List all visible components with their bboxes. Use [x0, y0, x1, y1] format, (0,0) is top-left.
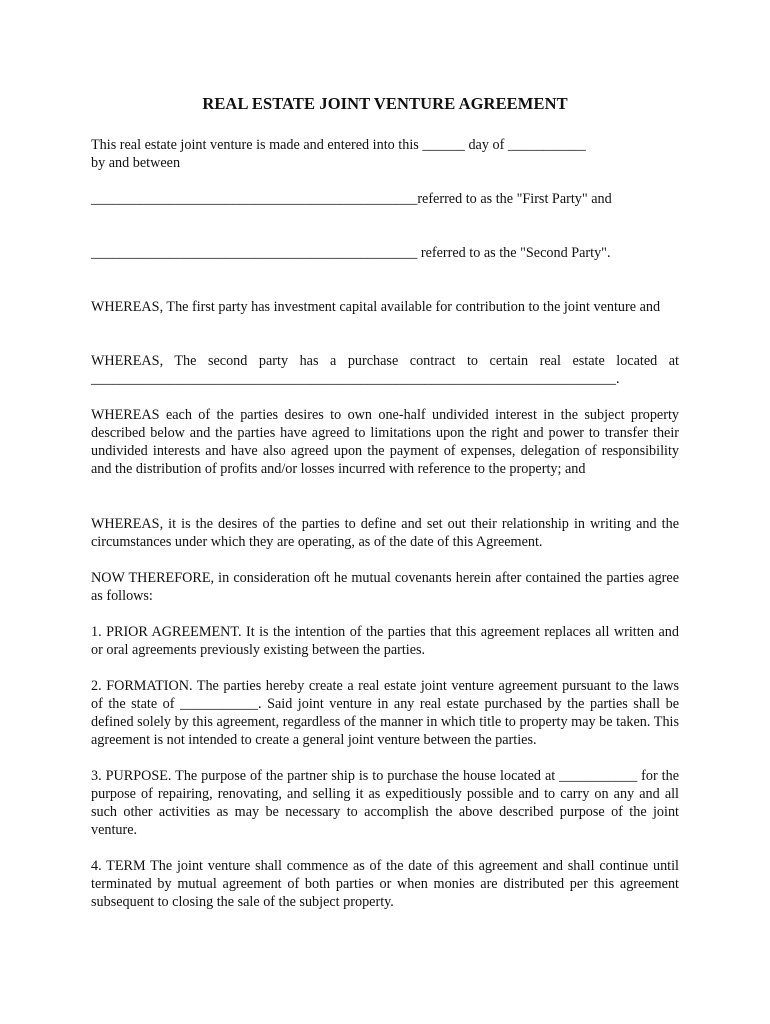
whereas-paragraph-1: WHEREAS, The first party has investment capital available for contribution to the joint venture and — [91, 299, 661, 315]
second-party-line: ______________________________________________ referred to as the "Second Party". — [91, 245, 611, 261]
section-2-formation: 2. FORMATION. The parties hereby create a real estate joint venture agreement pursuant to the laws of the state of ___________. Said joint venture in any real estate purchased by the parties shall be defined solely by this agreement, regardless of the manner in which title to property may be taken. This agreement is not intended to create a general joint venture between the parties. — [91, 678, 679, 748]
document-title: REAL ESTATE JOINT VENTURE AGREEMENT — [202, 94, 568, 113]
section-1-prior-agreement: 1. PRIOR AGREEMENT. It is the intention of the parties that this agreement replaces all written and or oral agreements previously existing between the parties. — [91, 624, 679, 658]
whereas-paragraph-2: WHEREAS, The second party has a purchase contract to certain real estate located at __________________________________________________________________________. — [91, 353, 679, 387]
intro-line-2: by and between — [91, 155, 181, 171]
section-4-term: 4. TERM The joint venture shall commence as of the date of this agreement and shall continue until terminated by mutual agreement of both parties or when monies are distributed per this agreement subsequent to closing the sale of the subject property. — [91, 858, 679, 910]
first-party-line: ______________________________________________referred to as the "First Party" and — [91, 191, 612, 207]
now-therefore-paragraph: NOW THEREFORE, in consideration oft he mutual covenants herein after contained the parties agree as follows: — [91, 570, 679, 604]
whereas-paragraph-4: WHEREAS, it is the desires of the parties to define and set out their relationship in writing and the circumstances under which they are operating, as of the date of this Agreement. — [91, 516, 679, 550]
intro-line-1: This real estate joint venture is made and entered into this ______ day of ___________ — [91, 137, 586, 153]
section-3-purpose: 3. PURPOSE. The purpose of the partner ship is to purchase the house located at ___________ for the purpose of repairing, renovating, and selling it as expeditiously possible and to carry on any and all such other activities as may be necessary to accomplish the above described purpose of the joint venture. — [91, 768, 679, 838]
whereas-paragraph-3: WHEREAS each of the parties desires to own one-half undivided interest in the subject property described below and the parties have agreed to limitations upon the right and power to transfer their undivided interests and have also agreed upon the payment of expenses, delegation of responsibility and the distribution of profits and/or losses incurred with reference to the property; and — [91, 407, 679, 477]
